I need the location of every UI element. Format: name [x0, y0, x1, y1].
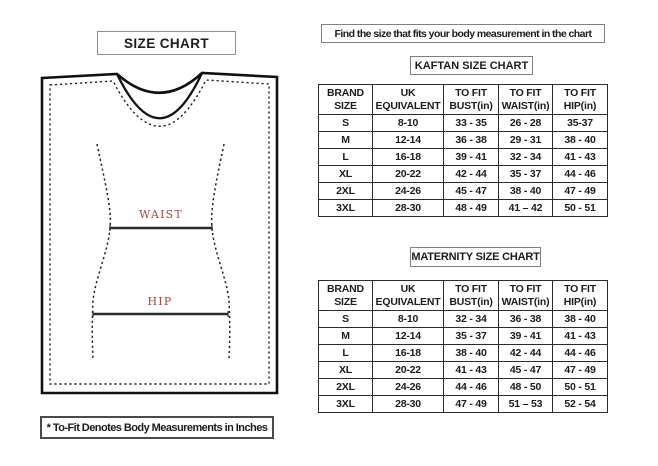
table-cell: 44 - 46	[553, 166, 608, 183]
page-title: SIZE CHART	[97, 31, 236, 55]
table-row	[319, 166, 608, 183]
table-cell: 47 - 49	[553, 183, 608, 200]
table-cell: 28-30	[373, 200, 444, 217]
table-cell: 44 - 46	[553, 345, 608, 362]
table-row	[319, 115, 608, 132]
table-cell: 3XL	[319, 200, 373, 217]
column-header: TO FIT HIP(in)	[553, 85, 608, 115]
table-cell: 52 - 54	[553, 396, 608, 413]
table-cell: 33 - 35	[444, 115, 499, 132]
kaftan-size-table	[318, 84, 608, 217]
table-cell: 35 - 37	[499, 166, 553, 183]
body-contour-left	[92, 144, 110, 358]
table-cell: 50 - 51	[553, 200, 608, 217]
table-cell: 38 - 40	[553, 132, 608, 149]
table-cell: M	[319, 328, 373, 345]
table-cell: 38 - 40	[553, 311, 608, 328]
table-cell: S	[319, 115, 373, 132]
table-cell: 50 - 51	[553, 379, 608, 396]
column-header: UK EQUIVALENT	[373, 281, 444, 311]
kaftan-outline	[42, 73, 277, 393]
table-cell: 51 – 53	[499, 396, 553, 413]
table-cell: 29 - 31	[499, 132, 553, 149]
front-neckline	[117, 73, 202, 118]
kaftan-chart-title: KAFTAN SIZE CHART	[410, 56, 533, 75]
table-row	[319, 379, 608, 396]
column-header: UK EQUIVALENT	[373, 85, 444, 115]
table-cell: 45 - 47	[499, 362, 553, 379]
column-header: TO FIT BUST(in)	[444, 85, 499, 115]
table-cell: 39 - 41	[444, 149, 499, 166]
table-cell: 36 - 38	[444, 132, 499, 149]
table-row	[319, 362, 608, 379]
table-cell: 42 - 44	[444, 166, 499, 183]
table-cell: 32 - 34	[499, 149, 553, 166]
table-cell: XL	[319, 166, 373, 183]
table-cell: 12-14	[373, 328, 444, 345]
table-cell: 16-18	[373, 149, 444, 166]
table-cell: 38 - 40	[444, 345, 499, 362]
body-contour-right	[212, 144, 230, 358]
table-row	[319, 328, 608, 345]
table-cell: 48 - 50	[499, 379, 553, 396]
table-row	[319, 183, 608, 200]
table-cell: M	[319, 132, 373, 149]
stitch-outline	[50, 80, 269, 384]
table-cell: 32 - 34	[444, 311, 499, 328]
table-cell: 8-10	[373, 115, 444, 132]
table-row	[319, 311, 608, 328]
table-cell: 45 - 47	[444, 183, 499, 200]
column-header: BRAND SIZE	[319, 85, 373, 115]
table-row	[319, 200, 608, 217]
table-cell: 38 - 40	[499, 183, 553, 200]
table-cell: 20-22	[373, 166, 444, 183]
table-cell: 36 - 38	[499, 311, 553, 328]
table-cell: 41 - 43	[553, 328, 608, 345]
table-row	[319, 345, 608, 362]
table-cell: 3XL	[319, 396, 373, 413]
table-cell: 41 – 42	[499, 200, 553, 217]
table-cell: 26 - 28	[499, 115, 553, 132]
table-cell: XL	[319, 362, 373, 379]
table-cell: L	[319, 345, 373, 362]
column-header: TO FIT WAIST(in)	[499, 85, 553, 115]
table-cell: 42 - 44	[499, 345, 553, 362]
table-row	[319, 149, 608, 166]
column-header: BRAND SIZE	[319, 281, 373, 311]
footnote: * To-Fit Denotes Body Measurements in Inches	[40, 416, 274, 439]
table-cell: 47 - 49	[444, 396, 499, 413]
table-cell: 16-18	[373, 345, 444, 362]
table-cell: 35-37	[553, 115, 608, 132]
table-cell: 2XL	[319, 379, 373, 396]
column-header: TO FIT WAIST(in)	[499, 281, 553, 311]
table-cell: 47 - 49	[553, 362, 608, 379]
maternity-size-table	[318, 280, 608, 413]
table-cell: S	[319, 311, 373, 328]
table-cell: 41 - 43	[553, 149, 608, 166]
column-header: TO FIT HIP(in)	[553, 281, 608, 311]
table-cell: 28-30	[373, 396, 444, 413]
hip-label: HIP	[147, 295, 173, 308]
table-cell: 8-10	[373, 311, 444, 328]
column-header: TO FIT BUST(in)	[444, 281, 499, 311]
table-cell: 12-14	[373, 132, 444, 149]
kaftan-diagram	[0, 0, 320, 466]
maternity-chart-title: MATERNITY SIZE CHART	[410, 247, 541, 267]
table-row	[319, 396, 608, 413]
table-row	[319, 132, 608, 149]
header-row	[319, 281, 608, 311]
table-cell: 24-26	[373, 183, 444, 200]
table-cell: 48 - 49	[444, 200, 499, 217]
table-cell: 20-22	[373, 362, 444, 379]
table-cell: L	[319, 149, 373, 166]
waist-label: WAIST	[139, 208, 183, 221]
header-row	[319, 85, 608, 115]
table-cell: 2XL	[319, 183, 373, 200]
table-cell: 35 - 37	[444, 328, 499, 345]
table-cell: 41 - 43	[444, 362, 499, 379]
table-cell: 39 - 41	[499, 328, 553, 345]
table-cell: 44 - 46	[444, 379, 499, 396]
table-cell: 24-26	[373, 379, 444, 396]
instruction-banner: Find the size that fits your body measurement in the chart	[321, 24, 605, 43]
